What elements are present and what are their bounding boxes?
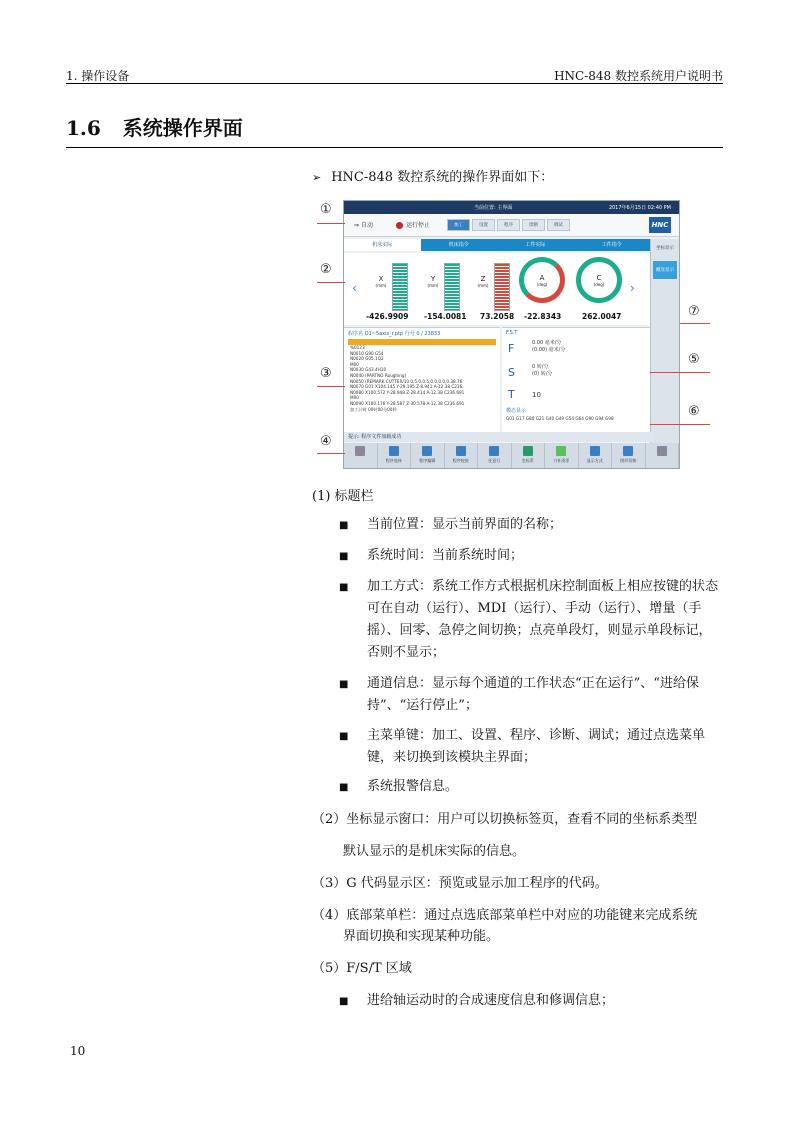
stop-icon: [396, 222, 403, 229]
bullet-text: 通道信息：显示每个通道的工作状态“正在运行”、“进给保持”、“运行停止”；: [367, 676, 699, 713]
fst-title: F.S.T: [506, 330, 518, 336]
square-bullet-icon: ■: [339, 551, 349, 562]
any-line-icon: [489, 446, 499, 456]
paragraph: 默认显示的是机床实际的信息。: [343, 844, 526, 859]
main-tab-debug[interactable]: 调试: [547, 219, 570, 231]
section-heading: [66, 112, 243, 141]
paragraph: （3）G 代码显示区：预览或显示加工程序的代码。: [312, 876, 608, 891]
square-bullet-icon: ■: [339, 679, 349, 690]
side-button-overview[interactable]: 概显显示: [653, 261, 677, 279]
section-number: 1.6: [66, 116, 101, 140]
intro-text: HNC-848 数控系统的操作界面如下：: [331, 170, 554, 185]
program-select-icon: [389, 446, 399, 456]
fst-area: [502, 327, 650, 432]
program-name-label: 程序名: [348, 331, 364, 337]
bullet-item: [339, 576, 722, 664]
system-time: 2017年6月15日 02:40 PM: [608, 205, 671, 211]
gcode-line: N0050 (REMARK CUTTER/10.0,5.0,0.5,0.0,0.0,0.38.76: [350, 378, 463, 384]
bullet-text: 主菜单键：加工、设置、程序、诊断、调试；通过点选菜单键，来切换到该模块主界面；: [367, 728, 706, 765]
running-header-book-title: HNC-848 数控系统用户说明书: [554, 69, 723, 83]
bottom-menu: [344, 443, 679, 468]
axis-a-unit: (deg): [536, 282, 548, 287]
coord-system-icon: [523, 446, 533, 456]
paragraph: 界面切换和实现某种功能。: [343, 929, 500, 944]
axis-y-label: Y (mm): [427, 275, 439, 288]
current-location: 当前位置: 主界面: [474, 205, 513, 211]
gcode-line: %0123: [350, 345, 365, 350]
menu-graphic-switch[interactable]: 图形切换: [612, 443, 646, 468]
coord-tab-work-actual[interactable]: 工件实际: [525, 242, 546, 248]
section-rule: [66, 147, 723, 148]
coordinate-tabs: [344, 239, 650, 251]
axis-c-value: 262.0047: [582, 312, 622, 321]
title-bar: [344, 201, 679, 214]
axis-a-gauge: [519, 257, 565, 303]
square-bullet-icon: ■: [339, 520, 349, 531]
machining-mode: [354, 220, 373, 229]
gcode-line: N0010 G90 G54: [350, 350, 384, 356]
bullet-text: 系统报警信息。: [367, 779, 459, 794]
gcode-line: N0020 G05.1Q2: [350, 356, 384, 362]
bullet-item: [339, 725, 722, 769]
menu-display-mode[interactable]: 显示方式: [579, 443, 613, 468]
menu-program-verify[interactable]: 程序校验: [445, 443, 479, 468]
gcode-line: N0070 G01 X104.145 Y-29.195 Z-8.941 A-12.38 C236.: [350, 384, 464, 390]
callout-2-line: [317, 282, 345, 283]
spindle-values: 0 转/分 (0) 转/分: [532, 364, 553, 377]
callout-3-line: [317, 386, 345, 387]
square-bullet-icon: ■: [339, 582, 349, 593]
coordinate-window: [344, 253, 650, 325]
bullet-text: 加工方式：系统工作方式根据机床控制面板上相应按键的状态可在自动（运行）、MDI（运行）、手动（运行）、增量（手摇）、回零、急停之间切换；点亮单段灯，则显示单段标记，否则不显示；: [367, 579, 719, 660]
menu-tool-clear[interactable]: 刀补清零: [545, 443, 579, 468]
menu-coord-system[interactable]: 坐标系: [512, 443, 546, 468]
axis-y-bar: [444, 263, 460, 311]
callout-4-line: [317, 453, 345, 454]
running-header-chapter: 1. 操作设备: [66, 69, 130, 83]
display-mode-icon: [590, 446, 600, 456]
callout-7-line: [680, 323, 710, 324]
feed-letter: F: [508, 342, 515, 355]
callout-4: ④: [320, 434, 332, 449]
tool-value: 10: [532, 391, 541, 399]
arrow-bullet-icon: ➢: [312, 171, 322, 184]
paragraph: （2）坐标显示窗口：用户可以切换标签页，查看不同的坐标系类型: [312, 812, 698, 827]
hnc-interface-screenshot: [343, 200, 680, 469]
square-bullet-icon: ■: [339, 731, 349, 742]
side-panel: [650, 239, 679, 449]
menu-any-line[interactable]: 任意行: [478, 443, 512, 468]
up-arrow-icon: [355, 446, 365, 456]
callout-3: ③: [320, 366, 332, 381]
tool-clear-icon: [556, 446, 566, 456]
next-arrow-icon: [657, 446, 667, 456]
auto-mode-icon: ⇒: [354, 222, 361, 229]
paragraph: （5）F/S/T 区域: [312, 961, 412, 976]
line-number: 0 / 23833: [416, 331, 441, 337]
timer-label: 加工计时: [350, 406, 367, 412]
gcode-line: N0040 (PARTNO Roughing): [350, 372, 407, 378]
axis-c-label: C: [596, 274, 602, 282]
hnc-logo: HNC: [649, 217, 671, 233]
bullet-item: [339, 514, 722, 536]
section-title: 系统操作界面: [122, 116, 243, 140]
channel-state: [396, 220, 430, 229]
axis-a-value: -22.8343: [524, 312, 562, 321]
modal-title: 模态显示: [506, 408, 527, 414]
menu-program-select[interactable]: 程序选择: [378, 443, 412, 468]
mode-label: 自动: [360, 222, 373, 229]
hint-bar: 提示: 程序文件加载成功: [344, 432, 654, 442]
callout-5: ⑤: [688, 352, 700, 367]
graphic-switch-icon: [623, 446, 633, 456]
side-button-coord[interactable]: 坐标显示: [656, 246, 674, 251]
axis-x-bar: [392, 263, 408, 311]
axis-z-bar: [494, 263, 510, 311]
gcode-line: M00: [350, 361, 359, 367]
menu-back-button[interactable]: [344, 443, 378, 468]
axis-x: [375, 263, 424, 309]
axis-a-label: A: [539, 274, 545, 282]
callout-6: ⑥: [688, 404, 700, 419]
gcode-line: N0090 X100.176 Y-28.587 Z-30.578 A-12.38 C236.691: [350, 400, 465, 406]
tool-letter: T: [508, 388, 515, 401]
bullet-text: 系统时间：当前系统时间；: [367, 548, 524, 563]
coord-tab-work-command[interactable]: 工件指令: [601, 242, 622, 248]
header-rule: [66, 83, 723, 84]
main-menu-tabs: [447, 219, 570, 231]
bullet-item: [339, 673, 722, 717]
axis-x-label: X (mm): [375, 275, 387, 288]
coord-tab-machine-command[interactable]: 机床指令: [448, 242, 469, 248]
axis-c-unit: (deg): [593, 282, 605, 287]
run-state-label: 运行停止: [406, 222, 431, 229]
square-bullet-icon: ■: [339, 996, 349, 1007]
page-number: 10: [70, 1044, 86, 1058]
callout-6-line: [650, 424, 710, 425]
timer-value: 00时00分00秒: [368, 406, 397, 412]
list-heading-title-bar: (1) 标题栏: [312, 489, 374, 504]
spindle-letter: S: [508, 366, 515, 379]
callout-1: ①: [320, 202, 332, 217]
bullet-text: 进给轴运动时的合成速度信息和修调信息；: [367, 993, 615, 1008]
bullet-item: [339, 990, 722, 1012]
callout-1-line: [317, 223, 345, 224]
axis-x-value: -426.9909: [366, 312, 409, 321]
chevron-right-icon[interactable]: ›: [630, 281, 635, 295]
menu-program-edit[interactable]: 程序编辑: [411, 443, 445, 468]
axis-y-value: -154.0081: [424, 312, 467, 321]
axis-c-gauge: [576, 257, 622, 303]
feed-values: 0.00 毫米/分 (0.00) 毫米/分: [532, 340, 566, 353]
main-tab-machining[interactable]: 加工: [447, 219, 470, 231]
program-name: O1~5axis_r.ptp: [364, 331, 404, 337]
program-header: [344, 328, 500, 339]
intro-line: [312, 166, 553, 185]
callout-2: ②: [320, 262, 332, 277]
axis-z-value: 73.2058: [480, 312, 515, 321]
machining-timer: [344, 407, 500, 413]
bullet-item: [339, 776, 722, 798]
menu-next-button[interactable]: [646, 443, 680, 468]
chevron-left-icon[interactable]: ‹: [352, 281, 357, 295]
modal-gcodes: G01 G17 G80 G21 G40 G49 G54 G64 G90 G94 G98: [506, 416, 614, 421]
main-tab-settings[interactable]: 设置: [472, 219, 495, 231]
callout-5-line: [650, 372, 710, 373]
callout-7: ⑦: [688, 304, 700, 319]
bullet-text: 当前位置：显示当前界面的名称；: [367, 517, 563, 532]
program-verify-icon: [456, 446, 466, 456]
status-bar: [344, 214, 679, 237]
square-bullet-icon: ■: [339, 782, 349, 793]
gcode-line: M00: [350, 395, 359, 401]
program-edit-icon: [422, 446, 432, 456]
gcode-line: N0030 G43.4H10: [350, 367, 387, 373]
axis-y: [427, 263, 476, 309]
axis-z-label: Z (mm): [477, 275, 489, 288]
gcode-line: N0080 X100.572 Y-28.948 Z-28.414 A-12.38 C236.691: [350, 389, 465, 395]
main-tab-program[interactable]: 程序: [497, 219, 520, 231]
gcode-window: [344, 327, 500, 432]
bullet-item: [339, 545, 722, 567]
coord-tab-machine-actual[interactable]: 机床实际: [344, 239, 421, 251]
paragraph: （4）底部菜单栏：通过点选底部菜单栏中对应的功能键来完成系统: [312, 908, 698, 923]
main-tab-diagnosis[interactable]: 诊断: [522, 219, 545, 231]
line-label: 行号: [404, 331, 415, 337]
